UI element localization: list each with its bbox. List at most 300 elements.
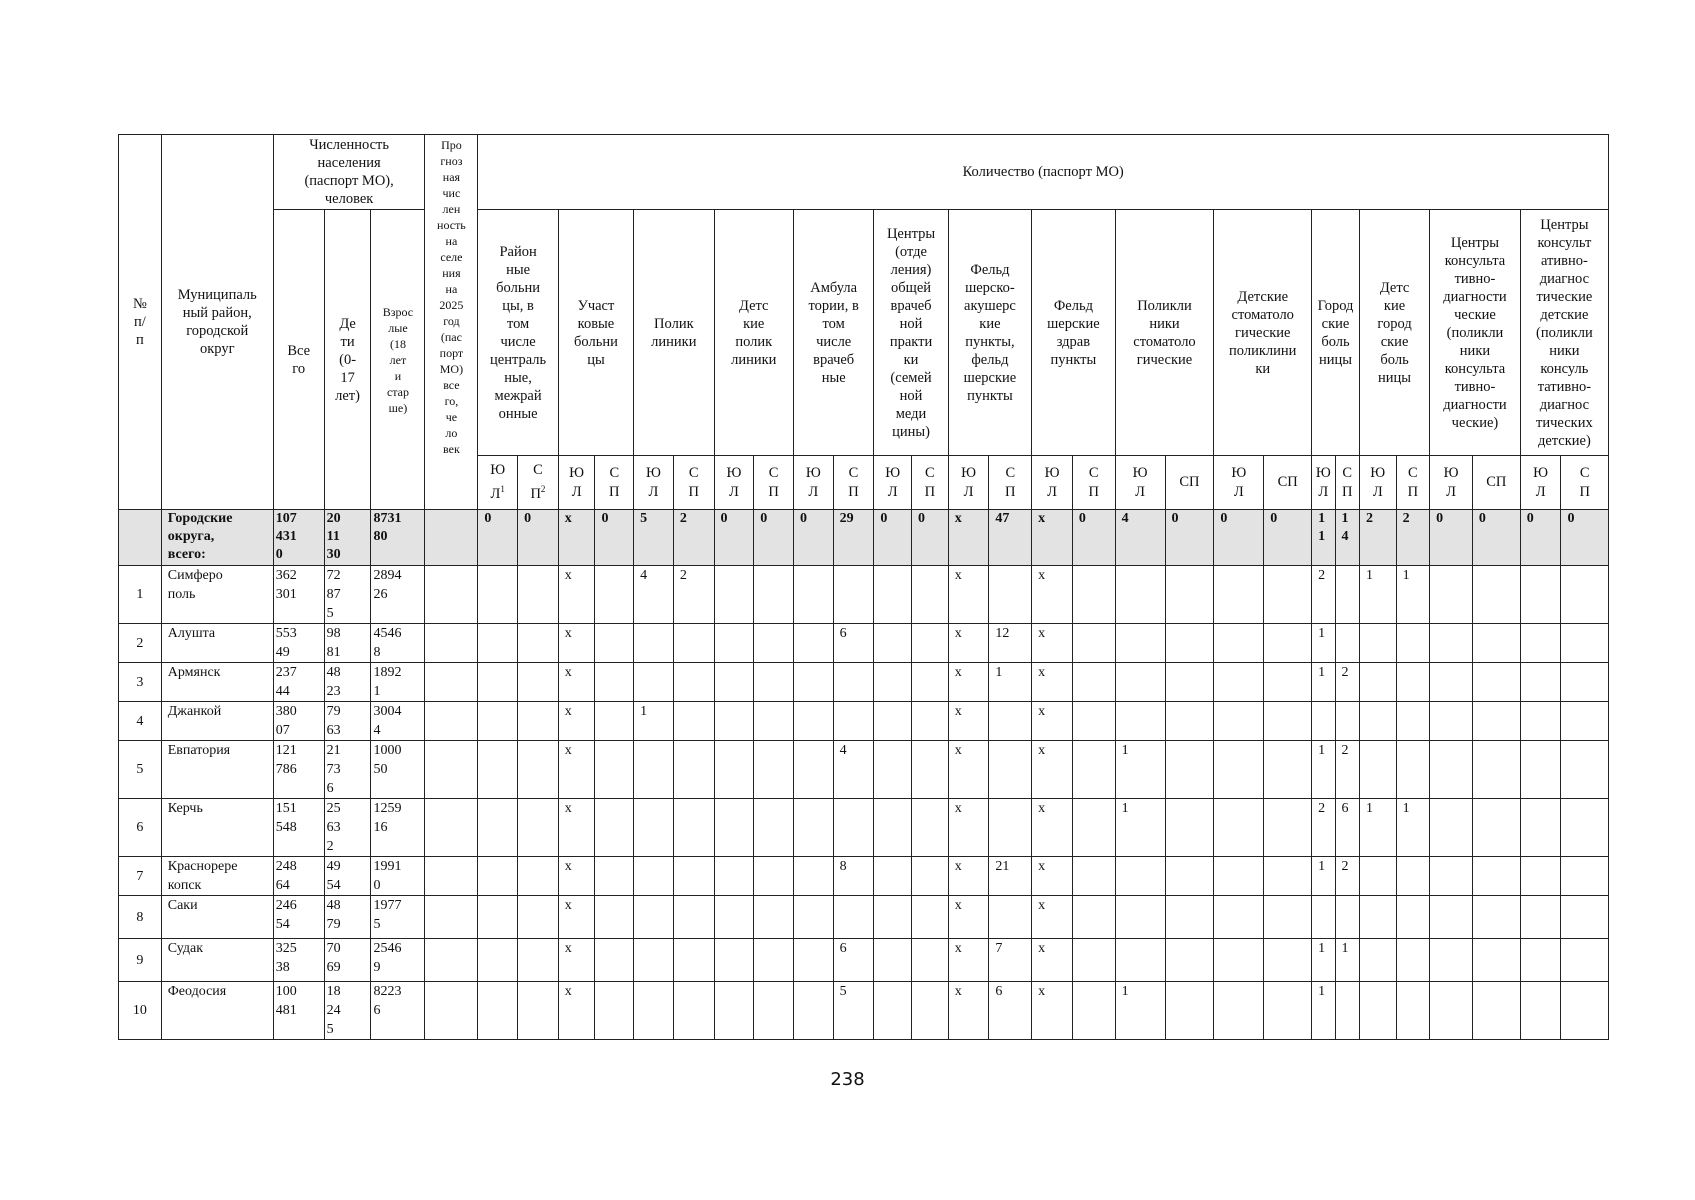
row-num: 6 — [119, 799, 162, 857]
header-sub-sp: С П — [833, 456, 874, 510]
row-cell: 2 — [1335, 857, 1359, 896]
row-cell — [874, 857, 912, 896]
row-cell — [1072, 857, 1115, 896]
row-cell — [1520, 982, 1561, 1040]
row-cell: 1 4 — [1335, 510, 1359, 566]
row-cell — [1165, 663, 1214, 702]
row-cell — [1561, 857, 1609, 896]
row-forecast — [425, 896, 478, 939]
row-cell — [595, 624, 634, 663]
row-cell — [833, 799, 874, 857]
header-sub-yl: Ю Л — [793, 456, 833, 510]
row-cell — [1520, 741, 1561, 799]
row-cell — [793, 624, 833, 663]
row-cell — [1561, 799, 1609, 857]
row-cell — [1396, 663, 1430, 702]
header-sub-yl: Ю Л — [558, 456, 595, 510]
row-pop-children: 25 63 2 — [324, 799, 371, 857]
row-cell: x — [948, 663, 989, 702]
row-pop-adults: 1977 5 — [371, 896, 425, 939]
row-cell — [595, 857, 634, 896]
row-cell — [714, 857, 754, 896]
row-cell — [1472, 663, 1520, 702]
row-cell — [1472, 566, 1520, 624]
header-population: Численность населения (паспорт МО), человек — [273, 135, 425, 210]
row-cell — [1165, 702, 1214, 741]
row-cell — [912, 663, 949, 702]
header-sub-yl: Ю Л — [1312, 456, 1335, 510]
row-cell — [595, 741, 634, 799]
row-cell: x — [558, 939, 595, 982]
row-pop-children: 21 73 6 — [324, 741, 371, 799]
header-sub-sp: СП — [1165, 456, 1214, 510]
row-cell: 2 — [1335, 663, 1359, 702]
row-cell — [1072, 939, 1115, 982]
header-category: Центры консульта тивно- диагности ческие (поликли ники консульта тивно- диагности ческие) — [1430, 210, 1521, 456]
row-cell: 1 — [1312, 741, 1335, 799]
row-cell — [1335, 702, 1359, 741]
row-cell: x — [1032, 566, 1073, 624]
row-cell — [714, 741, 754, 799]
row-pop-children: 72 87 5 — [324, 566, 371, 624]
header-category: Центры (отде ления) общей врачеб ной практи ки (семей ной меди цины) — [874, 210, 948, 456]
row-cell — [989, 799, 1032, 857]
row-cell — [1072, 741, 1115, 799]
row-cell — [673, 799, 714, 857]
row-cell — [754, 566, 794, 624]
row-pop-total: 237 44 — [273, 663, 324, 702]
row-pop-children: 20 11 30 — [324, 510, 371, 566]
row-cell — [1214, 663, 1264, 702]
row-cell — [1561, 939, 1609, 982]
row-cell — [478, 896, 518, 939]
row-cell — [1396, 896, 1430, 939]
row-cell: x — [558, 624, 595, 663]
row-cell — [1520, 663, 1561, 702]
row-forecast — [425, 566, 478, 624]
row-name: Городские округа, всего: — [161, 510, 273, 566]
row-name: Алушта — [161, 624, 273, 663]
row-cell — [912, 566, 949, 624]
row-cell — [1396, 702, 1430, 741]
row-cell — [793, 799, 833, 857]
row-pop-total: 121 786 — [273, 741, 324, 799]
row-cell — [1359, 741, 1396, 799]
row-cell — [989, 741, 1032, 799]
row-cell — [874, 982, 912, 1040]
row-cell — [1115, 624, 1165, 663]
row-cell — [793, 857, 833, 896]
row-num: 5 — [119, 741, 162, 799]
row-cell: 1 — [1115, 741, 1165, 799]
header-sub-sp: С $П^2$ — [518, 456, 559, 510]
row-cell — [478, 566, 518, 624]
row-cell — [1561, 896, 1609, 939]
row-pop-total: 325 38 — [273, 939, 324, 982]
row-cell — [754, 663, 794, 702]
row-cell — [1430, 663, 1473, 702]
row-num: 3 — [119, 663, 162, 702]
row-cell: x — [948, 896, 989, 939]
row-cell — [478, 857, 518, 896]
row-cell: 0 — [1165, 510, 1214, 566]
row-cell: 0 — [478, 510, 518, 566]
table-row — [119, 939, 1609, 982]
header-forecast: Про гноз ная чис лен ность на селе ния на 2025 год (пас порт МО) все го, че ло век — [425, 135, 478, 510]
row-cell — [874, 663, 912, 702]
row-cell — [1072, 663, 1115, 702]
row-cell: 1 — [1115, 799, 1165, 857]
row-cell — [1359, 702, 1396, 741]
header-sub-yl: Ю Л — [714, 456, 754, 510]
row-name: Симферо поль — [161, 566, 273, 624]
row-pop-children: 79 63 — [324, 702, 371, 741]
row-cell — [634, 663, 674, 702]
row-cell — [1115, 663, 1165, 702]
header-category: Район ные больни цы, в том числе централь ные, межрай онные — [478, 210, 558, 456]
row-cell: 6 — [989, 982, 1032, 1040]
row-pop-children: 98 81 — [324, 624, 371, 663]
row-cell — [1214, 799, 1264, 857]
row-cell — [634, 896, 674, 939]
row-cell: x — [558, 663, 595, 702]
row-name: Армянск — [161, 663, 273, 702]
row-name: Керчь — [161, 799, 273, 857]
row-cell: x — [558, 566, 595, 624]
row-cell — [1214, 939, 1264, 982]
row-cell: 1 — [1312, 939, 1335, 982]
row-cell — [754, 624, 794, 663]
row-cell — [874, 702, 912, 741]
header-sub-sp: С П — [1561, 456, 1609, 510]
row-cell: 0 — [912, 510, 949, 566]
row-cell — [714, 702, 754, 741]
header-sub-sp: СП — [1472, 456, 1520, 510]
row-cell — [634, 799, 674, 857]
total-row — [119, 510, 1609, 566]
header-sub-sp: С П — [1396, 456, 1430, 510]
header-category: Город ские боль ницы — [1312, 210, 1360, 456]
row-cell: x — [558, 857, 595, 896]
row-forecast — [425, 624, 478, 663]
row-cell — [595, 799, 634, 857]
row-cell — [874, 896, 912, 939]
row-num: 8 — [119, 896, 162, 939]
row-cell — [714, 799, 754, 857]
row-cell — [1472, 702, 1520, 741]
row-num — [119, 510, 162, 566]
row-cell — [1165, 982, 1214, 1040]
row-cell — [793, 741, 833, 799]
row-cell — [1165, 939, 1214, 982]
row-cell — [1430, 896, 1473, 939]
row-cell: x — [1032, 624, 1073, 663]
row-cell: 1 — [1312, 624, 1335, 663]
row-cell — [634, 741, 674, 799]
row-cell: 0 — [1561, 510, 1609, 566]
row-cell — [1520, 624, 1561, 663]
row-cell: 0 — [1520, 510, 1561, 566]
header-num: № п/ п — [119, 135, 162, 510]
table-row — [119, 741, 1609, 799]
header-district: Муниципаль ный район, городской округ — [161, 135, 273, 510]
row-cell — [714, 896, 754, 939]
row-pop-children: 70 69 — [324, 939, 371, 982]
row-cell — [754, 702, 794, 741]
row-cell — [989, 702, 1032, 741]
row-cell — [1264, 663, 1312, 702]
row-cell — [793, 896, 833, 939]
row-cell: 2 — [1396, 510, 1430, 566]
row-cell — [1312, 702, 1335, 741]
header-sub-sp: С П — [1072, 456, 1115, 510]
row-cell — [1472, 896, 1520, 939]
row-cell — [754, 741, 794, 799]
row-forecast — [425, 939, 478, 982]
row-name: Евпатория — [161, 741, 273, 799]
row-cell — [1312, 896, 1335, 939]
row-cell: 1 — [1335, 939, 1359, 982]
row-cell — [1214, 896, 1264, 939]
row-cell — [714, 566, 754, 624]
row-cell: x — [948, 857, 989, 896]
row-pop-total: 380 07 — [273, 702, 324, 741]
row-cell — [833, 566, 874, 624]
table-row — [119, 624, 1609, 663]
row-cell: 2 — [1359, 510, 1396, 566]
row-cell: 1 — [1396, 566, 1430, 624]
header-category: Амбула тории, в том числе врачеб ные — [793, 210, 873, 456]
row-cell — [1072, 566, 1115, 624]
row-name: Судак — [161, 939, 273, 982]
row-cell — [1520, 702, 1561, 741]
row-cell — [1072, 624, 1115, 663]
header-sub-sp: С П — [595, 456, 634, 510]
row-cell: x — [948, 982, 989, 1040]
row-cell — [518, 896, 559, 939]
row-cell: x — [558, 799, 595, 857]
row-cell — [1472, 857, 1520, 896]
row-pop-children: 49 54 — [324, 857, 371, 896]
table-row — [119, 663, 1609, 702]
row-cell: 21 — [989, 857, 1032, 896]
row-cell — [874, 741, 912, 799]
row-cell — [1520, 896, 1561, 939]
row-cell — [518, 939, 559, 982]
row-cell — [518, 566, 559, 624]
row-pop-adults: 1259 16 — [371, 799, 425, 857]
row-cell: x — [558, 510, 595, 566]
row-cell — [478, 702, 518, 741]
row-forecast — [425, 702, 478, 741]
row-cell — [478, 663, 518, 702]
row-cell — [673, 741, 714, 799]
row-cell — [673, 702, 714, 741]
row-cell — [518, 799, 559, 857]
row-cell — [1165, 857, 1214, 896]
row-cell — [754, 799, 794, 857]
row-cell — [874, 566, 912, 624]
table-row — [119, 702, 1609, 741]
row-cell — [1561, 566, 1609, 624]
row-cell — [1472, 939, 1520, 982]
row-num: 9 — [119, 939, 162, 982]
header-sub-yl: Ю Л — [948, 456, 989, 510]
row-cell — [912, 702, 949, 741]
row-cell — [478, 982, 518, 1040]
row-cell — [595, 566, 634, 624]
row-cell — [1396, 741, 1430, 799]
row-pop-adults: 2894 26 — [371, 566, 425, 624]
row-cell — [1214, 982, 1264, 1040]
row-cell — [1335, 624, 1359, 663]
row-pop-children: 48 23 — [324, 663, 371, 702]
row-cell: 1 — [989, 663, 1032, 702]
row-cell — [1115, 857, 1165, 896]
row-pop-adults: 8731 80 — [371, 510, 425, 566]
row-cell — [1430, 624, 1473, 663]
row-cell — [1214, 624, 1264, 663]
row-cell: x — [948, 702, 989, 741]
row-cell — [634, 982, 674, 1040]
table-row — [119, 566, 1609, 624]
row-cell: 0 — [754, 510, 794, 566]
header-sub-yl: Ю Л — [634, 456, 674, 510]
row-forecast — [425, 799, 478, 857]
row-cell — [634, 857, 674, 896]
row-cell — [1561, 702, 1609, 741]
row-cell — [673, 857, 714, 896]
row-num: 1 — [119, 566, 162, 624]
row-cell — [1520, 857, 1561, 896]
row-cell — [912, 982, 949, 1040]
header-sub-sp: С П — [912, 456, 949, 510]
row-cell — [833, 896, 874, 939]
header-sub-sp: С П — [673, 456, 714, 510]
row-pop-children: 18 24 5 — [324, 982, 371, 1040]
row-cell — [478, 741, 518, 799]
row-pop-adults: 8223 6 — [371, 982, 425, 1040]
table-row — [119, 799, 1609, 857]
row-cell — [518, 741, 559, 799]
row-forecast — [425, 510, 478, 566]
row-cell: 1 — [1359, 566, 1396, 624]
row-cell: 0 — [518, 510, 559, 566]
row-cell — [673, 624, 714, 663]
row-cell — [1561, 741, 1609, 799]
row-cell — [1561, 663, 1609, 702]
header-sub-sp: С П — [754, 456, 794, 510]
row-cell — [1072, 799, 1115, 857]
header-category: Фельд шерские здрав пункты — [1032, 210, 1115, 456]
header-pop-adults: Взрос лые (18 лет и стар ше) — [371, 210, 425, 510]
row-cell — [595, 896, 634, 939]
row-cell: 2 — [1312, 799, 1335, 857]
row-cell — [912, 624, 949, 663]
row-pop-total: 246 54 — [273, 896, 324, 939]
row-cell — [793, 566, 833, 624]
row-cell — [1359, 663, 1396, 702]
row-cell — [1264, 982, 1312, 1040]
row-cell: 1 — [634, 702, 674, 741]
row-cell: 7 — [989, 939, 1032, 982]
row-cell: x — [558, 741, 595, 799]
row-cell: 1 — [1312, 982, 1335, 1040]
row-cell: 0 — [1264, 510, 1312, 566]
row-cell — [1072, 896, 1115, 939]
row-cell — [1430, 566, 1473, 624]
row-cell: 6 — [833, 624, 874, 663]
row-pop-total: 100 481 — [273, 982, 324, 1040]
row-cell — [518, 982, 559, 1040]
row-cell — [874, 624, 912, 663]
row-cell — [1396, 624, 1430, 663]
row-cell: x — [948, 741, 989, 799]
row-num: 2 — [119, 624, 162, 663]
row-pop-total: 107 431 0 — [273, 510, 324, 566]
row-cell: x — [948, 799, 989, 857]
row-cell: 0 — [714, 510, 754, 566]
row-cell — [1430, 857, 1473, 896]
header-sub-yl: Ю Л — [1520, 456, 1561, 510]
row-cell — [1214, 702, 1264, 741]
row-cell — [1472, 799, 1520, 857]
header-sub-yl: Ю Л — [874, 456, 912, 510]
row-cell — [1359, 982, 1396, 1040]
row-cell — [595, 939, 634, 982]
row-cell — [1165, 799, 1214, 857]
row-cell — [912, 896, 949, 939]
row-cell: 1 — [1312, 663, 1335, 702]
row-cell — [1335, 896, 1359, 939]
row-pop-total: 362 301 — [273, 566, 324, 624]
row-cell — [1264, 857, 1312, 896]
row-cell — [912, 741, 949, 799]
table-row — [119, 896, 1609, 939]
row-cell: x — [1032, 799, 1073, 857]
row-cell: 1 — [1312, 857, 1335, 896]
row-cell — [634, 939, 674, 982]
row-cell: x — [1032, 510, 1073, 566]
row-cell — [1264, 939, 1312, 982]
row-cell — [1520, 939, 1561, 982]
row-cell: 1 1 — [1312, 510, 1335, 566]
row-cell — [1359, 857, 1396, 896]
row-cell — [1561, 982, 1609, 1040]
row-cell — [1472, 982, 1520, 1040]
row-cell: x — [558, 982, 595, 1040]
row-cell: x — [948, 624, 989, 663]
row-cell — [1520, 566, 1561, 624]
row-pop-total: 553 49 — [273, 624, 324, 663]
row-name: Красноpере копск — [161, 857, 273, 896]
row-pop-total: 151 548 — [273, 799, 324, 857]
row-cell — [1430, 741, 1473, 799]
row-num: 10 — [119, 982, 162, 1040]
row-cell — [714, 939, 754, 982]
row-pop-adults: 2546 9 — [371, 939, 425, 982]
row-cell — [874, 939, 912, 982]
row-cell — [714, 624, 754, 663]
row-cell — [1214, 566, 1264, 624]
row-forecast — [425, 857, 478, 896]
header-sub-yl: Ю Л — [1214, 456, 1264, 510]
data-table — [118, 134, 1609, 1040]
row-cell — [1115, 896, 1165, 939]
header-category: Детские стоматоло гические поликлини ки — [1214, 210, 1312, 456]
row-cell — [673, 982, 714, 1040]
header-category: Центры консульт ативно- диагнос тические детские (поликли ники консуль тативно- диагнос тических детские) — [1520, 210, 1608, 456]
